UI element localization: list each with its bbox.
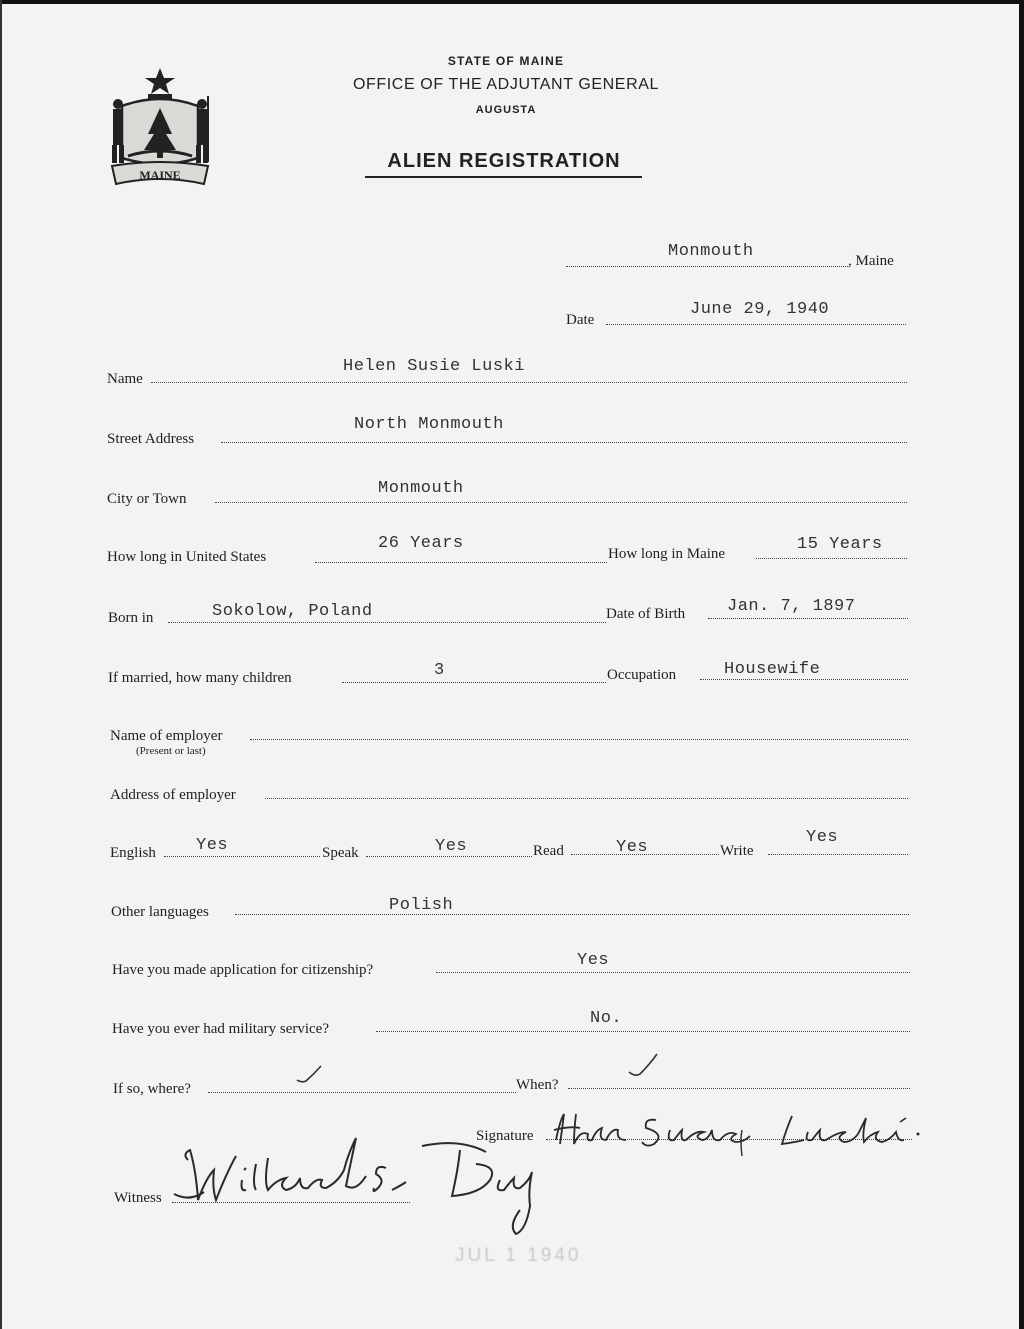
date-line — [606, 324, 906, 325]
military-value: No. — [590, 1009, 623, 1028]
years-us-line — [315, 562, 607, 563]
occupation-line — [700, 679, 908, 680]
speak-line — [366, 856, 532, 857]
read-value: Yes — [616, 838, 649, 857]
date-value: June 29, 1940 — [690, 300, 830, 319]
citizenship-label: Have you made application for citizenship? — [112, 962, 374, 978]
born-in-label: Born in — [108, 610, 154, 626]
when-label: When? — [516, 1077, 559, 1093]
city-heading: AUGUSTA — [475, 104, 537, 116]
scan-border-right — [1019, 0, 1024, 1329]
write-value: Yes — [806, 828, 839, 847]
scan-border-left — [0, 0, 2, 1329]
other-languages-label: Other languages — [111, 904, 209, 920]
children-line — [342, 682, 606, 683]
other-languages-line — [235, 914, 909, 915]
street-address-label: Street Address — [107, 431, 195, 447]
english-value: Yes — [196, 836, 229, 855]
state-heading: STATE OF MAINE — [447, 54, 565, 68]
born-in-line — [168, 622, 606, 623]
where-line — [208, 1092, 516, 1093]
born-in-value: Sokolow, Poland — [212, 602, 373, 621]
dob-value: Jan. 7, 1897 — [727, 597, 856, 616]
form-title: ALIEN REGISTRATION — [387, 150, 621, 172]
children-value: 3 — [434, 661, 445, 680]
dob-label: Date of Birth — [606, 606, 686, 622]
city-value: Monmouth — [378, 479, 464, 498]
read-label: Read — [533, 843, 564, 859]
signature-handwritten — [546, 1100, 936, 1170]
witness-label: Witness — [114, 1190, 162, 1206]
employer-name-label: Name of employer — [110, 728, 223, 744]
other-languages-value: Polish — [389, 896, 454, 915]
employer-address-line — [265, 798, 908, 799]
name-label: Name — [107, 371, 143, 387]
street-address-line — [221, 442, 907, 443]
town-value: Monmouth — [668, 242, 754, 261]
when-line — [568, 1088, 910, 1089]
english-label: English — [110, 845, 156, 861]
occupation-value: Housewife — [724, 660, 821, 679]
write-label: Write — [720, 843, 754, 859]
witness-signature-handwritten — [160, 1130, 560, 1240]
speak-label: Speak — [322, 845, 359, 861]
maine-label: , Maine — [848, 253, 894, 269]
occupation-label: Occupation — [607, 667, 677, 683]
svg-text:MAINE: MAINE — [139, 168, 181, 182]
title-underline — [365, 176, 642, 178]
name-value: Helen Susie Luski — [343, 357, 525, 376]
employer-name-line — [250, 739, 908, 740]
years-us-label: How long in United States — [107, 549, 267, 565]
english-line — [164, 856, 320, 857]
scan-border-top — [0, 0, 1024, 4]
signature-label: Signature — [476, 1128, 534, 1144]
employer-address-label: Address of employer — [110, 787, 236, 803]
receipt-stamp: JUL 1 1940 — [455, 1245, 582, 1266]
write-line — [768, 854, 908, 855]
years-maine-line — [756, 558, 907, 559]
town-line — [566, 266, 850, 267]
employer-name-sublabel: (Present or last) — [136, 745, 206, 757]
years-us-value: 26 Years — [378, 534, 464, 553]
date-label: Date — [566, 312, 595, 328]
years-maine-value: 15 Years — [797, 535, 883, 554]
dob-line — [708, 618, 908, 619]
city-label: City or Town — [107, 491, 187, 507]
military-line — [376, 1031, 910, 1032]
speak-value: Yes — [435, 837, 468, 856]
military-label: Have you ever had military service? — [112, 1021, 329, 1037]
city-line — [215, 502, 907, 503]
check-mark-when-icon — [626, 1052, 660, 1080]
name-line — [151, 382, 907, 383]
office-heading: OFFICE OF THE ADJUTANT GENERAL — [352, 76, 660, 93]
children-label: If married, how many children — [108, 670, 292, 686]
street-address-value: North Monmouth — [354, 415, 504, 434]
citizenship-value: Yes — [577, 951, 610, 970]
where-label: If so, where? — [113, 1081, 191, 1097]
check-mark-where-icon — [294, 1064, 324, 1086]
citizenship-line — [436, 972, 910, 973]
years-maine-label: How long in Maine — [608, 546, 726, 562]
